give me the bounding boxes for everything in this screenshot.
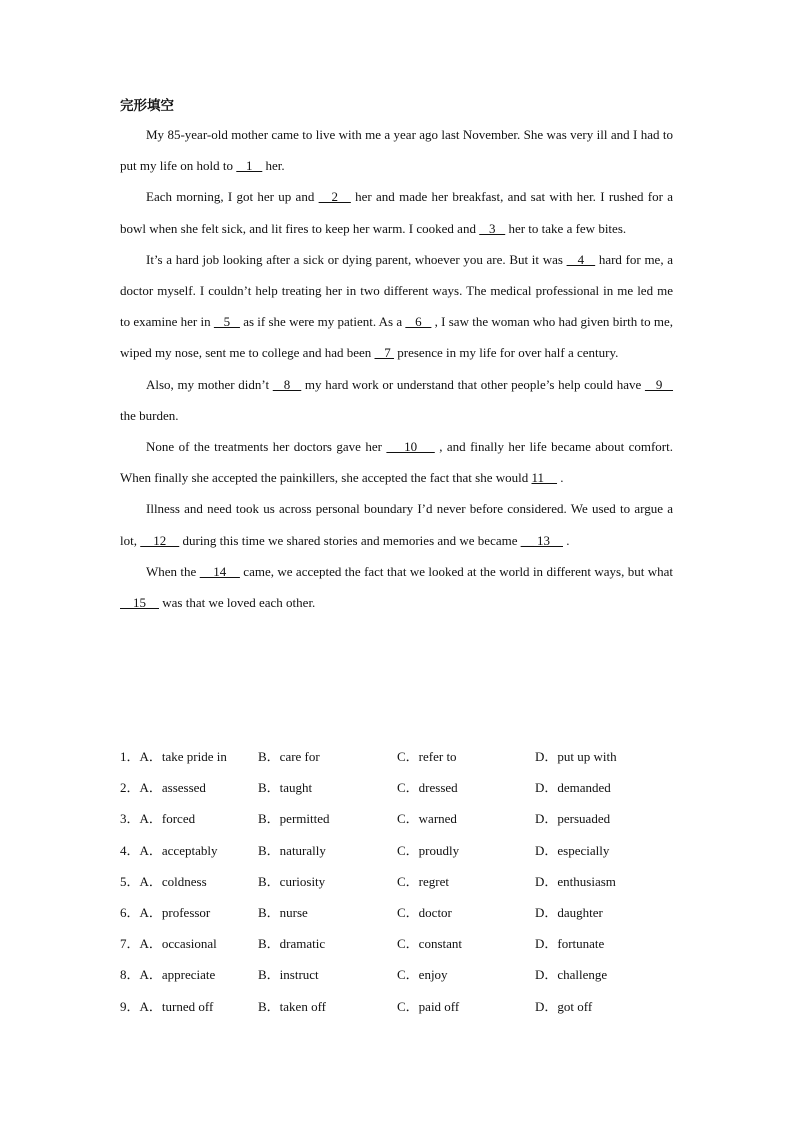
option-b: B．care for	[258, 749, 320, 764]
section-title: 完形填空	[120, 98, 174, 114]
option-b: B．taken off	[258, 998, 326, 1014]
option-c: C．doctor	[397, 904, 452, 920]
blank-7: 7	[374, 345, 395, 361]
option-a: 8．A．appreciate	[120, 967, 216, 983]
option-d: D．enthusiasm	[535, 873, 616, 889]
option-row-3	[120, 803, 680, 834]
option-c: C．refer to	[397, 749, 457, 764]
option-a: 7．A．occasional	[120, 936, 217, 952]
option-row-7	[120, 928, 680, 959]
blank-10: 10	[386, 439, 435, 455]
option-c: C．regret	[397, 873, 449, 889]
blank-12: 12	[140, 532, 180, 548]
paragraph-4: Also, my mother didn’t 8 my hard work or understand that other people’s help could have 9 the burden.	[120, 376, 674, 423]
cloze-passage	[120, 94, 673, 618]
option-b: B．taught	[258, 780, 313, 796]
blank-15: 15	[120, 595, 159, 611]
blank-11: 11	[531, 470, 558, 486]
option-row-6	[120, 897, 680, 928]
option-a: 1．A．take pride in	[120, 749, 227, 764]
option-b: B．permitted	[258, 811, 330, 827]
option-c: C．warned	[397, 811, 457, 827]
option-d: D．demanded	[535, 780, 611, 796]
option-c: C．paid off	[397, 998, 460, 1014]
paragraph-1: My 85-year-old mother came to live with me a year ago last November. She was very ill and I had to put my life on hold to 1 her.	[120, 127, 673, 174]
option-b: B．curiosity	[258, 873, 326, 889]
option-d: D．persuaded	[535, 811, 611, 827]
paragraph-7: When the 14 came, we accepted the fact that we looked at the world in different ways, but what 15 was that we loved each other.	[120, 563, 674, 611]
blank-3: 3	[479, 220, 506, 236]
blank-6: 6	[405, 314, 432, 330]
paragraph-2: Each morning, I got her up and 2 her and made her breakfast, and sat with her. I rushed for a bowl when she felt sick, and lit fires to keep her warm. I cooked and 3 her to take a few bites.	[120, 189, 673, 236]
option-row-5	[120, 866, 680, 897]
blank-5: 5	[213, 314, 240, 330]
option-a: 4．A．acceptably	[120, 842, 218, 858]
option-a: 9．A．turned off	[120, 998, 214, 1014]
option-c: C．enjoy	[397, 967, 448, 983]
option-c: C．constant	[397, 936, 462, 952]
option-row-2	[120, 772, 680, 803]
option-row-9	[120, 991, 680, 1022]
option-b: B．dramatic	[258, 936, 326, 952]
option-d: D．challenge	[535, 967, 608, 983]
paragraph-5: None of the treatments her doctors gave her 10 , and finally her life became about comfort. When finally she accepted the painkillers, she accepted the fact that she would 11 .	[120, 439, 674, 486]
option-d: D．put up with	[535, 749, 617, 764]
blank-8: 8	[272, 376, 302, 392]
option-row-1	[120, 741, 680, 772]
blank-4: 4	[566, 251, 596, 267]
option-a: 2．A．assessed	[120, 780, 206, 796]
blank-14: 14	[199, 563, 240, 579]
option-d: D．fortunate	[535, 936, 605, 952]
option-b: B．naturally	[258, 842, 326, 858]
option-b: B．nurse	[258, 904, 308, 920]
option-c: C．proudly	[397, 842, 460, 858]
option-row-4	[120, 835, 680, 866]
option-d: D．especially	[535, 842, 610, 858]
option-a: 3．A．forced	[120, 811, 196, 827]
answer-options	[120, 741, 680, 1022]
option-c: C．dressed	[397, 780, 458, 796]
option-a: 5．A．coldness	[120, 873, 207, 889]
option-a: 6．A．professor	[120, 904, 211, 920]
option-d: D．daughter	[535, 904, 603, 920]
blank-2: 2	[318, 189, 351, 205]
option-row-8	[120, 959, 680, 990]
option-d: D．got off	[535, 998, 593, 1014]
blank-9: 9	[644, 376, 674, 392]
paragraph-6: Illness and need took us across personal boundary I’d never before considered. We used to argue a lot, 12 during this time we shared stories and memories and we became __ 13 .	[120, 501, 673, 548]
blank-1: 1	[236, 158, 263, 174]
option-b: B．instruct	[258, 967, 319, 983]
paragraph-3: It’s a hard job looking after a sick or dying parent, whoever you are. But it was 4 hard for me, a doctor myself. I couldn’t help treating her in two different ways. The medical professional in me led me to examine her in 5 as if she were my patient. As a 6 , I saw the woman who had given birth to me, wiped my nose, sent me to college and had been 7 presence in my life for over half a century.	[120, 251, 674, 361]
blank-13: __ 13	[520, 532, 563, 548]
